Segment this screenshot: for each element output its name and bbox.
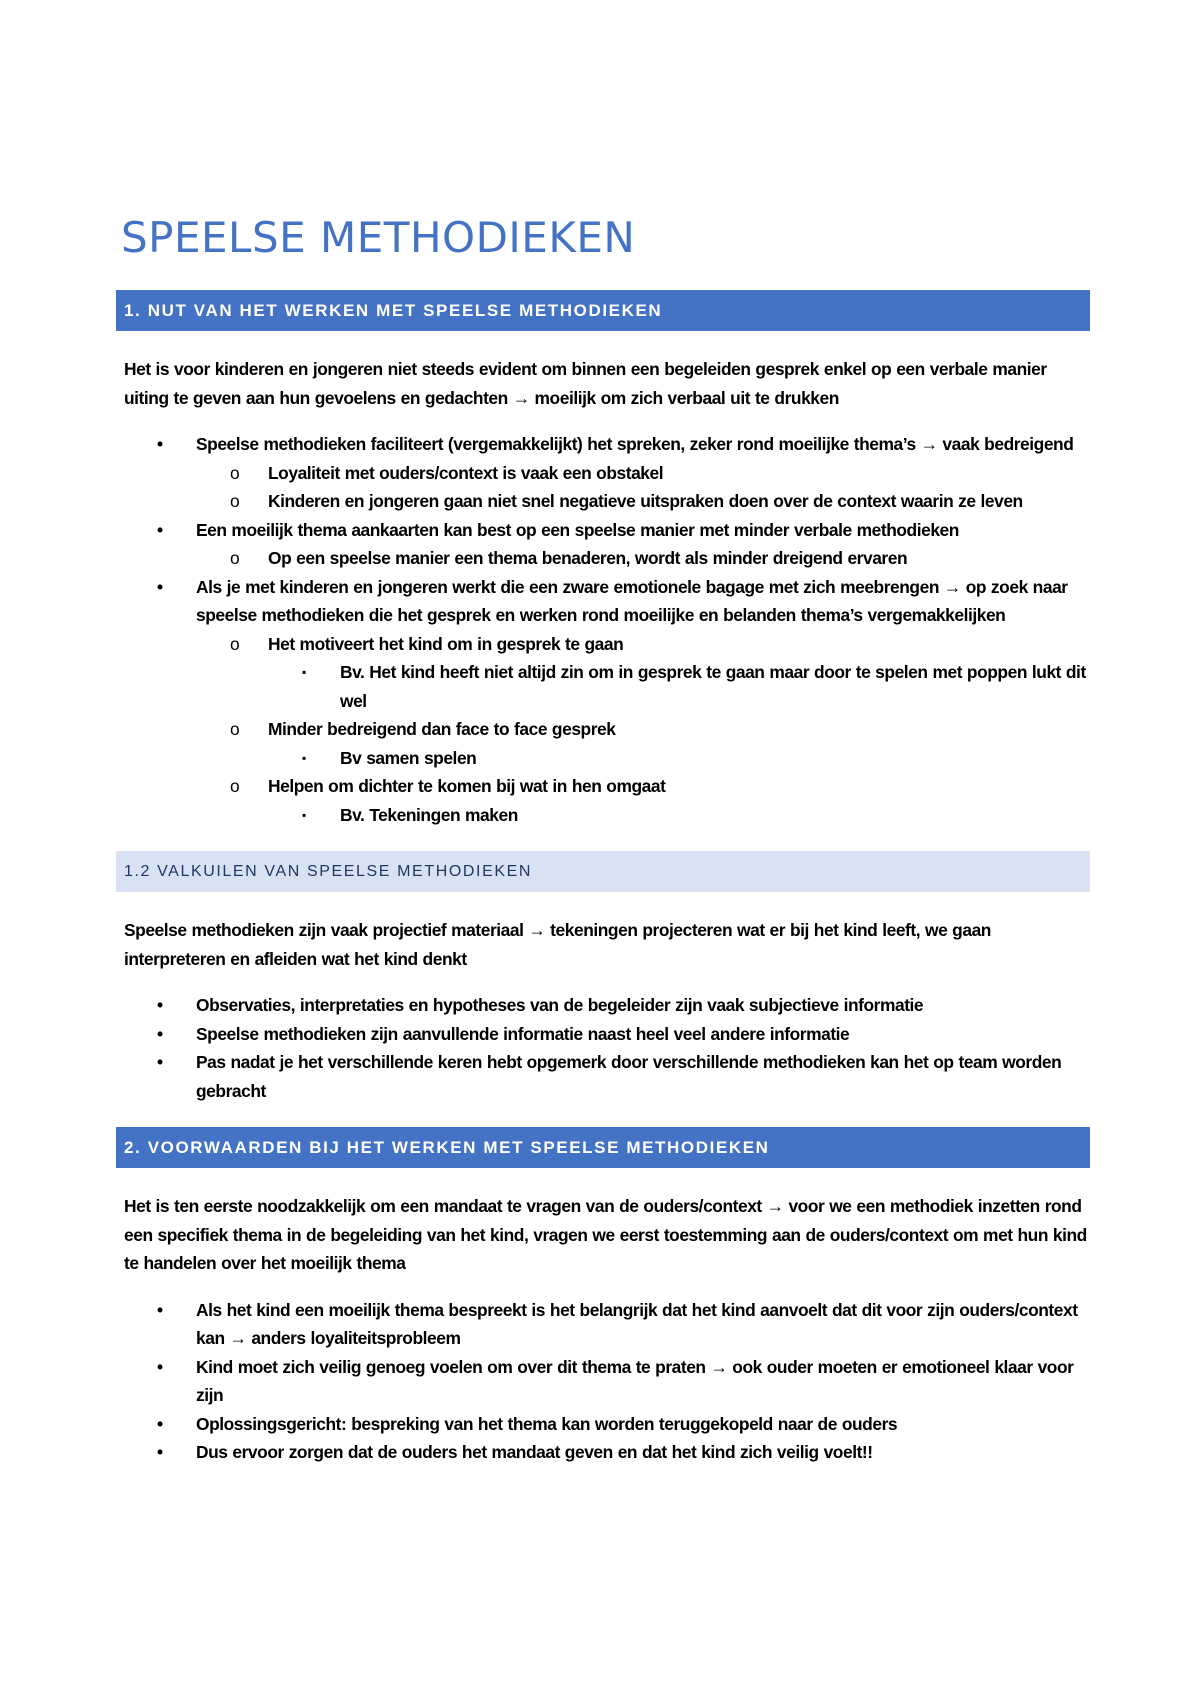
list-item	[124, 991, 1090, 1020]
bullet-dot-icon: •	[157, 1356, 163, 1377]
bullet-dot-icon: •	[157, 1052, 163, 1072]
sub-sub-list-item-text: Bv samen spelen	[340, 747, 477, 768]
bullet-dot-icon: •	[157, 1299, 163, 1320]
sub-list	[196, 544, 1090, 573]
list-item-text: Dus ervoor zorgen dat de ouders het mandaat geven en dat het kind zich veilig voelt!!	[196, 1442, 873, 1462]
bullet-circle-icon: o	[230, 548, 240, 568]
section-1-intro: Het is voor kinderen en jongeren niet steeds evident om binnen een begeleiden gesprek enkel op een verbale manier uiting te geven aan hun gevoelens en gedachten → moeilijk om zich verbaal uit te drukken	[124, 359, 1047, 408]
list-item	[124, 1296, 1090, 1353]
bullet-circle-icon: o	[230, 633, 240, 654]
bullet-square-icon: ▪	[302, 750, 306, 765]
sub-sub-list	[268, 744, 1090, 773]
list-item	[124, 1410, 1090, 1439]
sub-list	[196, 630, 1090, 830]
list-item-text: Kind moet zich veilig genoeg voelen om over dit thema te praten → ook ouder moeten er emotioneel klaar voor zijn	[196, 1356, 1074, 1405]
document-page	[121, 212, 1090, 1467]
sub-list-item-text: Kinderen en jongeren gaan niet snel negatieve uitspraken doen over de context waarin ze leven	[268, 491, 1023, 511]
bullet-dot-icon: •	[157, 434, 163, 454]
section-1-2-list	[124, 991, 1090, 1105]
sub-list-item	[196, 630, 1090, 716]
bullet-dot-icon: •	[157, 519, 163, 540]
list-item	[124, 1438, 1090, 1467]
sub-sub-list-item	[268, 801, 1090, 830]
bullet-circle-icon: o	[230, 462, 240, 483]
sub-sub-list	[268, 801, 1090, 830]
sub-list-item	[196, 459, 1090, 488]
sub-list-item-text: Loyaliteit met ouders/context is vaak een obstakel	[268, 462, 664, 483]
bullet-dot-icon: •	[157, 1413, 163, 1434]
section-heading-1: 1. NUT VAN HET WERKEN MET SPEELSE METHODIEKEN	[116, 290, 1090, 331]
bullet-circle-icon: o	[230, 491, 240, 511]
list-item-text: Speelse methodieken faciliteert (vergemakkelijkt) het spreken, zeker rond moeilijke thema’s → vaak bedreigend	[196, 434, 1074, 454]
sub-list-item	[196, 772, 1090, 829]
sub-list	[196, 459, 1090, 516]
sub-list-item-text: Helpen om dichter te komen bij wat in hen omgaat	[268, 776, 666, 796]
sub-list-item	[196, 715, 1090, 772]
sub-list-item-text: Het motiveert het kind om in gesprek te gaan	[268, 633, 624, 654]
section-1-2-intro: Speelse methodieken zijn vaak projectief materiaal → tekeningen projecteren wat er bij het kind leeft, we gaan interpreteren en afleiden wat het kind denkt	[124, 920, 991, 969]
bullet-square-icon: ▪	[302, 665, 306, 679]
bullet-dot-icon: •	[157, 1023, 163, 1044]
sub-sub-list-item	[268, 658, 1090, 715]
sub-sub-list-item-text: Bv. Tekeningen maken	[340, 804, 518, 825]
bullet-dot-icon: •	[157, 995, 163, 1015]
section-2-list	[124, 1296, 1090, 1467]
section-heading-2: 2. VOORWAARDEN BIJ HET WERKEN MET SPEELSE METHODIEKEN	[116, 1127, 1090, 1168]
list-item-text: Een moeilijk thema aankaarten kan best op een speelse manier met minder verbale methodieken	[196, 519, 959, 540]
list-item	[124, 573, 1090, 830]
page-title: SPEELSE METHODIEKEN	[121, 213, 636, 262]
list-item-text: Speelse methodieken zijn aanvullende informatie naast heel veel andere informatie	[196, 1023, 850, 1044]
list-item-text: Oplossingsgericht: bespreking van het thema kan worden teruggekopeld naar de ouders	[196, 1413, 898, 1434]
list-item-text: Observaties, interpretaties en hypotheses van de begeleider zijn vaak subjectieve informatie	[196, 995, 924, 1015]
sub-list-item	[196, 544, 1090, 573]
bullet-square-icon: ▪	[302, 807, 306, 822]
list-item	[124, 516, 1090, 573]
sub-sub-list-item	[268, 744, 1090, 773]
list-item	[124, 1020, 1090, 1049]
sub-list-item	[196, 487, 1090, 516]
section-heading-1-2: 1.2 VALKUILEN VAN SPEELSE METHODIEKEN	[116, 851, 1090, 892]
list-item	[124, 1048, 1090, 1105]
bullet-circle-icon: o	[230, 719, 240, 739]
section-1-list	[124, 430, 1090, 829]
sub-list-item-text: Minder bedreigend dan face to face gesprek	[268, 719, 616, 739]
list-item-text: Als het kind een moeilijk thema bespreekt is het belangrijk dat het kind aanvoelt dat dit voor zijn ouders/context kan → anders loyaliteitsprobleem	[196, 1299, 1078, 1348]
list-item	[124, 1353, 1090, 1410]
bullet-dot-icon: •	[157, 1442, 163, 1462]
bullet-dot-icon: •	[157, 576, 163, 597]
sub-sub-list-item-text: Bv. Het kind heeft niet altijd zin om in gesprek te gaan maar door te spelen met poppen lukt dit wel	[340, 662, 1086, 711]
bullet-circle-icon: o	[230, 776, 240, 796]
sub-list-item-text: Op een speelse manier een thema benaderen, wordt als minder dreigend ervaren	[268, 548, 908, 568]
list-item-text: Als je met kinderen en jongeren werkt die een zware emotionele bagage met zich meebrengen → op zoek naar speelse methodieken die het gesprek en werken rond moeilijke en belanden thema’s vergemakkelijken	[196, 576, 1068, 625]
list-item	[124, 430, 1090, 516]
list-item-text: Pas nadat je het verschillende keren hebt opgemerk door verschillende methodieken kan het op team worden gebracht	[196, 1052, 1062, 1101]
sub-sub-list	[268, 658, 1090, 715]
section-2-intro: Het is ten eerste noodzakkelijk om een mandaat te vragen van de ouders/context → voor we een methodiek inzetten rond een specifiek thema in de begeleiding van het kind, vragen we eerst toestemming aan de ouders/context om met hun kind te handelen over het moeilijk thema	[124, 1196, 1087, 1273]
